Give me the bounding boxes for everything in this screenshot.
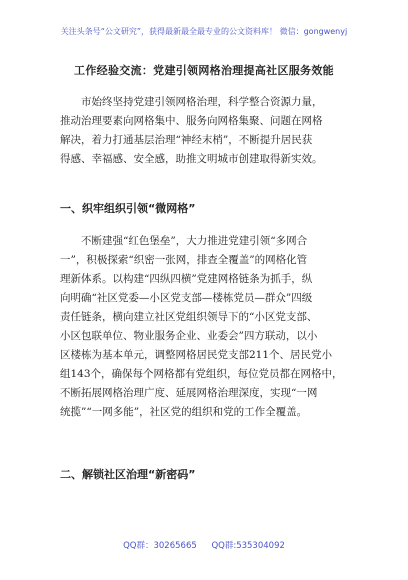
- page-header: 关注头条号“公文研究”，获得最新最全最专业的公文资料库！ 微信：gongwenyj: [60, 27, 348, 36]
- document-title: 工作经验交流：党建引领网格治理提高社区服务效能: [74, 64, 334, 77]
- intro-line: 市始终坚持党建引领网格治理，科学整合资源力量，: [81, 96, 323, 108]
- qq-group-2: QQ群:535304092: [211, 541, 285, 551]
- section-1-line: 向明确“社区党委—小区党支部—楼栋党员—群众”四级: [60, 292, 313, 304]
- section-2-heading: 二、解锁社区治理“新密码”: [60, 468, 196, 481]
- section-1-line: 组143个，确保每个网格都有党组织，每位党员都在网格中，: [60, 368, 343, 380]
- page-footer: [0, 539, 408, 551]
- section-1-paragraph: [60, 232, 360, 422]
- section-1-line: 理新体系。以构建“四纵四横”党建网格链条为抓手，纵: [60, 273, 313, 285]
- intro-line: 得感、幸福感、安全感，助推文明城市创建取得新实效。: [60, 153, 323, 165]
- intro-line: 解决，着力打通基层治理“神经末梢”，不断提升居民获: [60, 134, 313, 146]
- section-1-line: 小区包联单位、物业服务企业、业委会”四方联动，以小: [60, 330, 318, 342]
- qq-group-1: QQ群：30265665: [123, 541, 197, 551]
- section-1-line: 不断建强“红色堡垒”，大力推进党建引领“多网合: [81, 235, 308, 247]
- section-1-line: 统揽”“一网多能”，社区党的组织和党的工作全覆盖。: [60, 406, 308, 418]
- intro-paragraph: [60, 93, 360, 169]
- section-1-line: 责任链条，横向建立社区党组织领导下的“小区党支部、: [60, 311, 318, 323]
- section-1-heading: 一、织牢组织引领“微网格”: [60, 202, 196, 215]
- section-1-line: 一”，积极探索“织密一张网，排查全覆盖”的网格化管: [60, 254, 308, 266]
- section-1-line: 不断拓展网格治理广度、延展网格治理深度，实现“一网: [60, 387, 318, 399]
- section-1-line: 区楼栋为基本单元，调整网格居民党支部211个、居民党小: [60, 349, 333, 361]
- intro-line: 推动治理要素向网格集中、服务向网格集聚、问题在网格: [60, 115, 323, 127]
